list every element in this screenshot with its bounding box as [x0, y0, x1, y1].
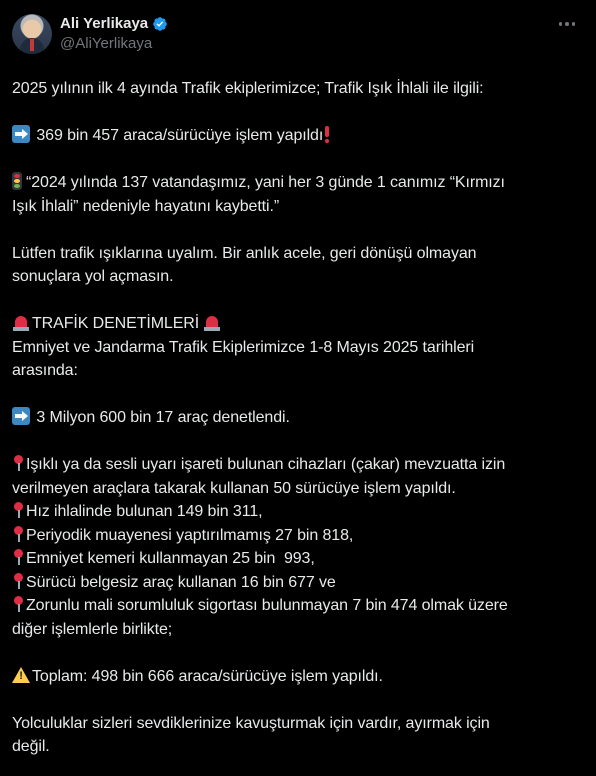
list-item [12, 453, 584, 477]
more-options-icon-dot [565, 22, 569, 26]
avatar[interactable] [12, 14, 52, 54]
tweet-text [12, 77, 584, 759]
tweet-paragraph: Lütfen trafik ışıklarına uyalım. Bir anlık acele, geri dönüşü olmayan [12, 244, 477, 262]
tweet-paragraph: Işık İhlali” nedeniyle hayatını kaybetti.” [12, 197, 280, 215]
total-line [12, 665, 584, 689]
list-item-continuation: diğer işlemlerle birlikte; [12, 620, 173, 638]
tweet-paragraph: Yolculuklar sizleri sevdiklerinize kavuşturmak için vardır, ayırmak için [12, 714, 490, 732]
list-item-text: Emniyet kemeri kullanmayan 25 bin 993, [26, 550, 315, 567]
tweet-paragraph: değil. [12, 738, 50, 755]
inspection-count-text: 3 Milyon 600 bin 17 araç denetlendi. [36, 409, 290, 426]
author-info [60, 14, 168, 54]
list-item [12, 594, 584, 618]
list-item-continuation: verilmeyen araçlara takarak kullanan 50 sürücüye işlem yapıldı. [12, 479, 456, 497]
tweet-paragraph: Emniyet ve Jandarma Trafik Ekiplerimizce 1-8 Mayıs 2025 tarihleri [12, 338, 475, 356]
list-item [12, 500, 584, 524]
tweet-paragraph [12, 406, 584, 430]
author-handle[interactable]: @AliYerlikaya [60, 35, 153, 52]
traffic-light-emoji-icon [12, 172, 22, 190]
verified-badge-icon [152, 16, 168, 32]
avatar-tie [30, 39, 34, 51]
heading-text: TRAFİK DENETİMLERİ [32, 315, 200, 332]
tweet-paragraph: arasında: [12, 362, 78, 379]
warning-emoji-icon [12, 667, 30, 684]
siren-emoji-icon [203, 313, 221, 331]
right-arrow-emoji-icon [12, 407, 30, 425]
list-item-text: Işıklı ya da sesli uyarı işareti bulunan cihazları (çakar) mevzuatta izin [26, 456, 506, 473]
round-pushpin-emoji-icon [12, 501, 24, 519]
more-options-button[interactable] [552, 14, 582, 34]
list-item-text: Hız ihlalinde bulunan 149 bin 311, [26, 503, 263, 520]
tweet-paragraph: 2025 yılının ilk 4 ayında Trafik ekiplerimizce; Trafik Işık İhlali ile ilgili: [12, 80, 484, 97]
round-pushpin-emoji-icon [12, 454, 24, 472]
red-exclamation-emoji-icon [323, 125, 331, 143]
section-heading [12, 312, 584, 336]
right-arrow-emoji-icon [12, 125, 30, 143]
name-row [60, 14, 168, 34]
list-item-text: Zorunlu mali sorumluluk sigortası bulunmayan 7 bin 474 olmak üzere [26, 597, 508, 614]
more-options-icon [559, 22, 563, 26]
tweet-header [12, 12, 584, 56]
processed-count-text: 369 bin 457 araca/sürücüye işlem yapıldı [36, 127, 324, 144]
round-pushpin-emoji-icon [12, 525, 24, 543]
more-options-icon-dot [572, 22, 576, 26]
round-pushpin-emoji-icon [12, 595, 24, 613]
round-pushpin-emoji-icon [12, 548, 24, 566]
round-pushpin-emoji-icon [12, 572, 24, 590]
tweet-paragraph: sonuçlara yol açmasın. [12, 268, 174, 285]
siren-emoji-icon [12, 313, 30, 331]
list-item-text: Sürücü belgesiz araç kullanan 16 bin 677 ve [26, 573, 336, 591]
total-text: Toplam: 498 bin 666 araca/sürücüye işlem yapıldı. [32, 667, 383, 685]
quote-line: “2024 yılında 137 vatandaşımız, yani her 3 günde 1 canımız “Kırmızı [26, 174, 505, 191]
list-item [12, 524, 584, 548]
list-item-text: Periyodik muayenesi yaptırılmamış 27 bin 818, [26, 526, 354, 544]
author-display-name[interactable]: Ali Yerlikaya [60, 15, 149, 32]
list-item [12, 547, 584, 571]
tweet-paragraph [12, 124, 584, 148]
list-item [12, 571, 584, 595]
tweet-paragraph [12, 171, 584, 195]
